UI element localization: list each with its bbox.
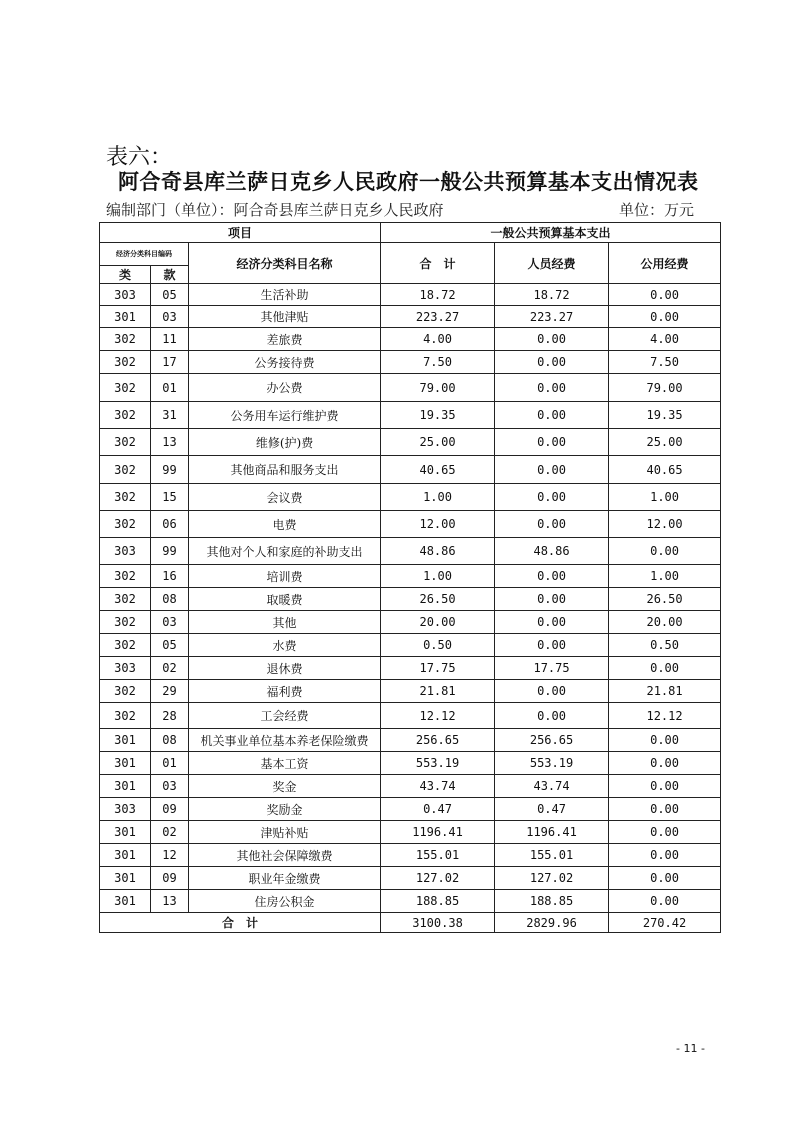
cell-personnel: 0.00 xyxy=(495,402,609,429)
cell-public: 7.50 xyxy=(609,351,721,374)
cell-item: 02 xyxy=(151,821,189,844)
cell-personnel: 48.86 xyxy=(495,538,609,565)
cell-kind: 302 xyxy=(100,374,151,402)
cell-item: 01 xyxy=(151,374,189,402)
cell-kind: 303 xyxy=(100,798,151,821)
cell-personnel: 155.01 xyxy=(495,844,609,867)
cell-name: 水费 xyxy=(189,634,381,657)
table-row xyxy=(100,374,721,402)
cell-item: 28 xyxy=(151,703,189,729)
cell-total: 1.00 xyxy=(381,565,495,588)
cell-kind: 302 xyxy=(100,588,151,611)
cell-personnel: 0.00 xyxy=(495,456,609,484)
header-total: 合 计 xyxy=(381,243,495,284)
header-code-group: 经济分类科目编码 xyxy=(100,243,189,266)
cell-item: 13 xyxy=(151,429,189,456)
table-body xyxy=(100,284,721,913)
cell-personnel: 0.00 xyxy=(495,328,609,351)
cell-name: 办公费 xyxy=(189,374,381,402)
cell-kind: 302 xyxy=(100,703,151,729)
cell-public: 12.12 xyxy=(609,703,721,729)
cell-public: 0.00 xyxy=(609,729,721,752)
cell-total: 155.01 xyxy=(381,844,495,867)
table-row xyxy=(100,484,721,511)
cell-personnel: 127.02 xyxy=(495,867,609,890)
cell-personnel: 0.00 xyxy=(495,634,609,657)
cell-total: 21.81 xyxy=(381,680,495,703)
cell-personnel: 0.00 xyxy=(495,351,609,374)
cell-personnel: 0.00 xyxy=(495,680,609,703)
table-row xyxy=(100,657,721,680)
cell-public: 12.00 xyxy=(609,511,721,538)
cell-kind: 301 xyxy=(100,306,151,328)
cell-total: 0.47 xyxy=(381,798,495,821)
cell-public: 25.00 xyxy=(609,429,721,456)
cell-name: 住房公积金 xyxy=(189,890,381,913)
table-row xyxy=(100,634,721,657)
cell-kind: 301 xyxy=(100,844,151,867)
table-row xyxy=(100,680,721,703)
cell-kind: 302 xyxy=(100,511,151,538)
cell-total: 127.02 xyxy=(381,867,495,890)
cell-name: 生活补助 xyxy=(189,284,381,306)
cell-kind: 301 xyxy=(100,729,151,752)
cell-name: 其他社会保障缴费 xyxy=(189,844,381,867)
header-item-name: 经济分类科目名称 xyxy=(189,243,381,284)
budget-table xyxy=(99,222,721,933)
cell-personnel: 0.00 xyxy=(495,429,609,456)
table-row xyxy=(100,456,721,484)
cell-kind: 302 xyxy=(100,456,151,484)
cell-total: 1196.41 xyxy=(381,821,495,844)
header-kind: 类 xyxy=(100,266,151,284)
cell-total: 19.35 xyxy=(381,402,495,429)
cell-item: 12 xyxy=(151,844,189,867)
cell-total: 0.50 xyxy=(381,634,495,657)
cell-public: 21.81 xyxy=(609,680,721,703)
cell-public: 0.00 xyxy=(609,821,721,844)
cell-personnel: 0.00 xyxy=(495,511,609,538)
cell-item: 09 xyxy=(151,867,189,890)
cell-kind: 302 xyxy=(100,429,151,456)
cell-public: 0.00 xyxy=(609,657,721,680)
cell-public: 0.00 xyxy=(609,538,721,565)
page-title: 阿合奇县库兰萨日克乡人民政府一般公共预算基本支出情况表 xyxy=(118,170,699,194)
cell-name: 其他 xyxy=(189,611,381,634)
cell-name: 退休费 xyxy=(189,657,381,680)
cell-item: 05 xyxy=(151,634,189,657)
cell-total: 553.19 xyxy=(381,752,495,775)
cell-total: 12.12 xyxy=(381,703,495,729)
unit-line xyxy=(106,199,694,220)
cell-personnel: 0.00 xyxy=(495,611,609,634)
header-project: 项目 xyxy=(100,223,381,243)
cell-total: 17.75 xyxy=(381,657,495,680)
cell-kind: 302 xyxy=(100,484,151,511)
cell-total: 12.00 xyxy=(381,511,495,538)
cell-personnel: 18.72 xyxy=(495,284,609,306)
table-number-label: 表六： xyxy=(106,145,173,170)
cell-item: 99 xyxy=(151,456,189,484)
table-row xyxy=(100,511,721,538)
cell-item: 29 xyxy=(151,680,189,703)
header-item: 款 xyxy=(151,266,189,284)
cell-public: 1.00 xyxy=(609,565,721,588)
cell-public: 0.00 xyxy=(609,775,721,798)
cell-kind: 303 xyxy=(100,284,151,306)
header-public: 公用经费 xyxy=(609,243,721,284)
totals-personnel: 2829.96 xyxy=(495,913,609,933)
table-row xyxy=(100,703,721,729)
cell-name: 取暖费 xyxy=(189,588,381,611)
cell-personnel: 256.65 xyxy=(495,729,609,752)
cell-personnel: 0.00 xyxy=(495,703,609,729)
cell-public: 1.00 xyxy=(609,484,721,511)
cell-name: 公务接待费 xyxy=(189,351,381,374)
cell-kind: 302 xyxy=(100,402,151,429)
cell-name: 基本工资 xyxy=(189,752,381,775)
cell-total: 79.00 xyxy=(381,374,495,402)
cell-item: 15 xyxy=(151,484,189,511)
cell-item: 13 xyxy=(151,890,189,913)
cell-kind: 302 xyxy=(100,680,151,703)
cell-total: 25.00 xyxy=(381,429,495,456)
cell-kind: 302 xyxy=(100,634,151,657)
cell-item: 09 xyxy=(151,798,189,821)
cell-total: 26.50 xyxy=(381,588,495,611)
table-row xyxy=(100,611,721,634)
cell-public: 20.00 xyxy=(609,611,721,634)
totals-total: 3100.38 xyxy=(381,913,495,933)
cell-item: 01 xyxy=(151,752,189,775)
cell-personnel: 553.19 xyxy=(495,752,609,775)
cell-total: 4.00 xyxy=(381,328,495,351)
table-row xyxy=(100,752,721,775)
cell-name: 奖金 xyxy=(189,775,381,798)
cell-personnel: 1196.41 xyxy=(495,821,609,844)
cell-name: 差旅费 xyxy=(189,328,381,351)
table-row xyxy=(100,565,721,588)
cell-total: 18.72 xyxy=(381,284,495,306)
page-number: - 11 - xyxy=(676,1042,705,1055)
table-row xyxy=(100,402,721,429)
cell-personnel: 188.85 xyxy=(495,890,609,913)
cell-name: 维修(护)费 xyxy=(189,429,381,456)
cell-kind: 302 xyxy=(100,328,151,351)
table-row xyxy=(100,429,721,456)
cell-name: 其他商品和服务支出 xyxy=(189,456,381,484)
cell-name: 培训费 xyxy=(189,565,381,588)
cell-kind: 301 xyxy=(100,752,151,775)
cell-public: 0.00 xyxy=(609,867,721,890)
cell-public: 79.00 xyxy=(609,374,721,402)
table-row xyxy=(100,798,721,821)
cell-item: 06 xyxy=(151,511,189,538)
table-row xyxy=(100,351,721,374)
cell-name: 津贴补贴 xyxy=(189,821,381,844)
cell-personnel: 0.00 xyxy=(495,484,609,511)
cell-total: 40.65 xyxy=(381,456,495,484)
cell-item: 99 xyxy=(151,538,189,565)
cell-kind: 303 xyxy=(100,657,151,680)
cell-public: 0.00 xyxy=(609,306,721,328)
cell-name: 电费 xyxy=(189,511,381,538)
cell-item: 08 xyxy=(151,588,189,611)
table-row xyxy=(100,821,721,844)
cell-name: 公务用车运行维护费 xyxy=(189,402,381,429)
table-row xyxy=(100,844,721,867)
cell-kind: 301 xyxy=(100,890,151,913)
compiling-unit: 编制部门（单位）：阿合奇县库兰萨日克乡人民政府 xyxy=(106,201,444,219)
cell-public: 0.00 xyxy=(609,752,721,775)
cell-item: 11 xyxy=(151,328,189,351)
cell-personnel: 43.74 xyxy=(495,775,609,798)
header-budget-group: 一般公共预算基本支出 xyxy=(381,223,721,243)
cell-total: 43.74 xyxy=(381,775,495,798)
cell-personnel: 17.75 xyxy=(495,657,609,680)
cell-public: 0.50 xyxy=(609,634,721,657)
cell-name: 奖励金 xyxy=(189,798,381,821)
cell-public: 0.00 xyxy=(609,844,721,867)
cell-public: 0.00 xyxy=(609,284,721,306)
cell-kind: 302 xyxy=(100,351,151,374)
cell-name: 职业年金缴费 xyxy=(189,867,381,890)
cell-name: 会议费 xyxy=(189,484,381,511)
table-row xyxy=(100,284,721,306)
cell-item: 02 xyxy=(151,657,189,680)
cell-name: 工会经费 xyxy=(189,703,381,729)
cell-item: 08 xyxy=(151,729,189,752)
cell-total: 20.00 xyxy=(381,611,495,634)
cell-personnel: 0.00 xyxy=(495,565,609,588)
cell-public: 4.00 xyxy=(609,328,721,351)
cell-total: 7.50 xyxy=(381,351,495,374)
cell-item: 16 xyxy=(151,565,189,588)
cell-item: 31 xyxy=(151,402,189,429)
cell-item: 05 xyxy=(151,284,189,306)
cell-name: 其他津贴 xyxy=(189,306,381,328)
table-row xyxy=(100,775,721,798)
totals-public: 270.42 xyxy=(609,913,721,933)
cell-total: 256.65 xyxy=(381,729,495,752)
cell-kind: 302 xyxy=(100,565,151,588)
table-row xyxy=(100,538,721,565)
cell-personnel: 223.27 xyxy=(495,306,609,328)
cell-public: 0.00 xyxy=(609,890,721,913)
cell-public: 19.35 xyxy=(609,402,721,429)
cell-public: 26.50 xyxy=(609,588,721,611)
cell-name: 其他对个人和家庭的补助支出 xyxy=(189,538,381,565)
cell-personnel: 0.00 xyxy=(495,374,609,402)
cell-name: 机关事业单位基本养老保险缴费 xyxy=(189,729,381,752)
cell-name: 福利费 xyxy=(189,680,381,703)
cell-kind: 301 xyxy=(100,867,151,890)
cell-kind: 301 xyxy=(100,821,151,844)
table-row xyxy=(100,328,721,351)
cell-personnel: 0.47 xyxy=(495,798,609,821)
cell-total: 48.86 xyxy=(381,538,495,565)
cell-item: 03 xyxy=(151,306,189,328)
cell-kind: 301 xyxy=(100,775,151,798)
cell-kind: 303 xyxy=(100,538,151,565)
cell-total: 1.00 xyxy=(381,484,495,511)
cell-item: 03 xyxy=(151,775,189,798)
table-row xyxy=(100,729,721,752)
cell-item: 17 xyxy=(151,351,189,374)
table-row xyxy=(100,588,721,611)
currency-unit: 单位：万元 xyxy=(618,201,694,219)
cell-kind: 302 xyxy=(100,611,151,634)
cell-item: 03 xyxy=(151,611,189,634)
table-row xyxy=(100,867,721,890)
cell-total: 188.85 xyxy=(381,890,495,913)
cell-total: 223.27 xyxy=(381,306,495,328)
table-row xyxy=(100,890,721,913)
cell-public: 0.00 xyxy=(609,798,721,821)
cell-personnel: 0.00 xyxy=(495,588,609,611)
header-personnel: 人员经费 xyxy=(495,243,609,284)
cell-public: 40.65 xyxy=(609,456,721,484)
totals-label: 合 计 xyxy=(100,913,381,933)
table-row xyxy=(100,306,721,328)
